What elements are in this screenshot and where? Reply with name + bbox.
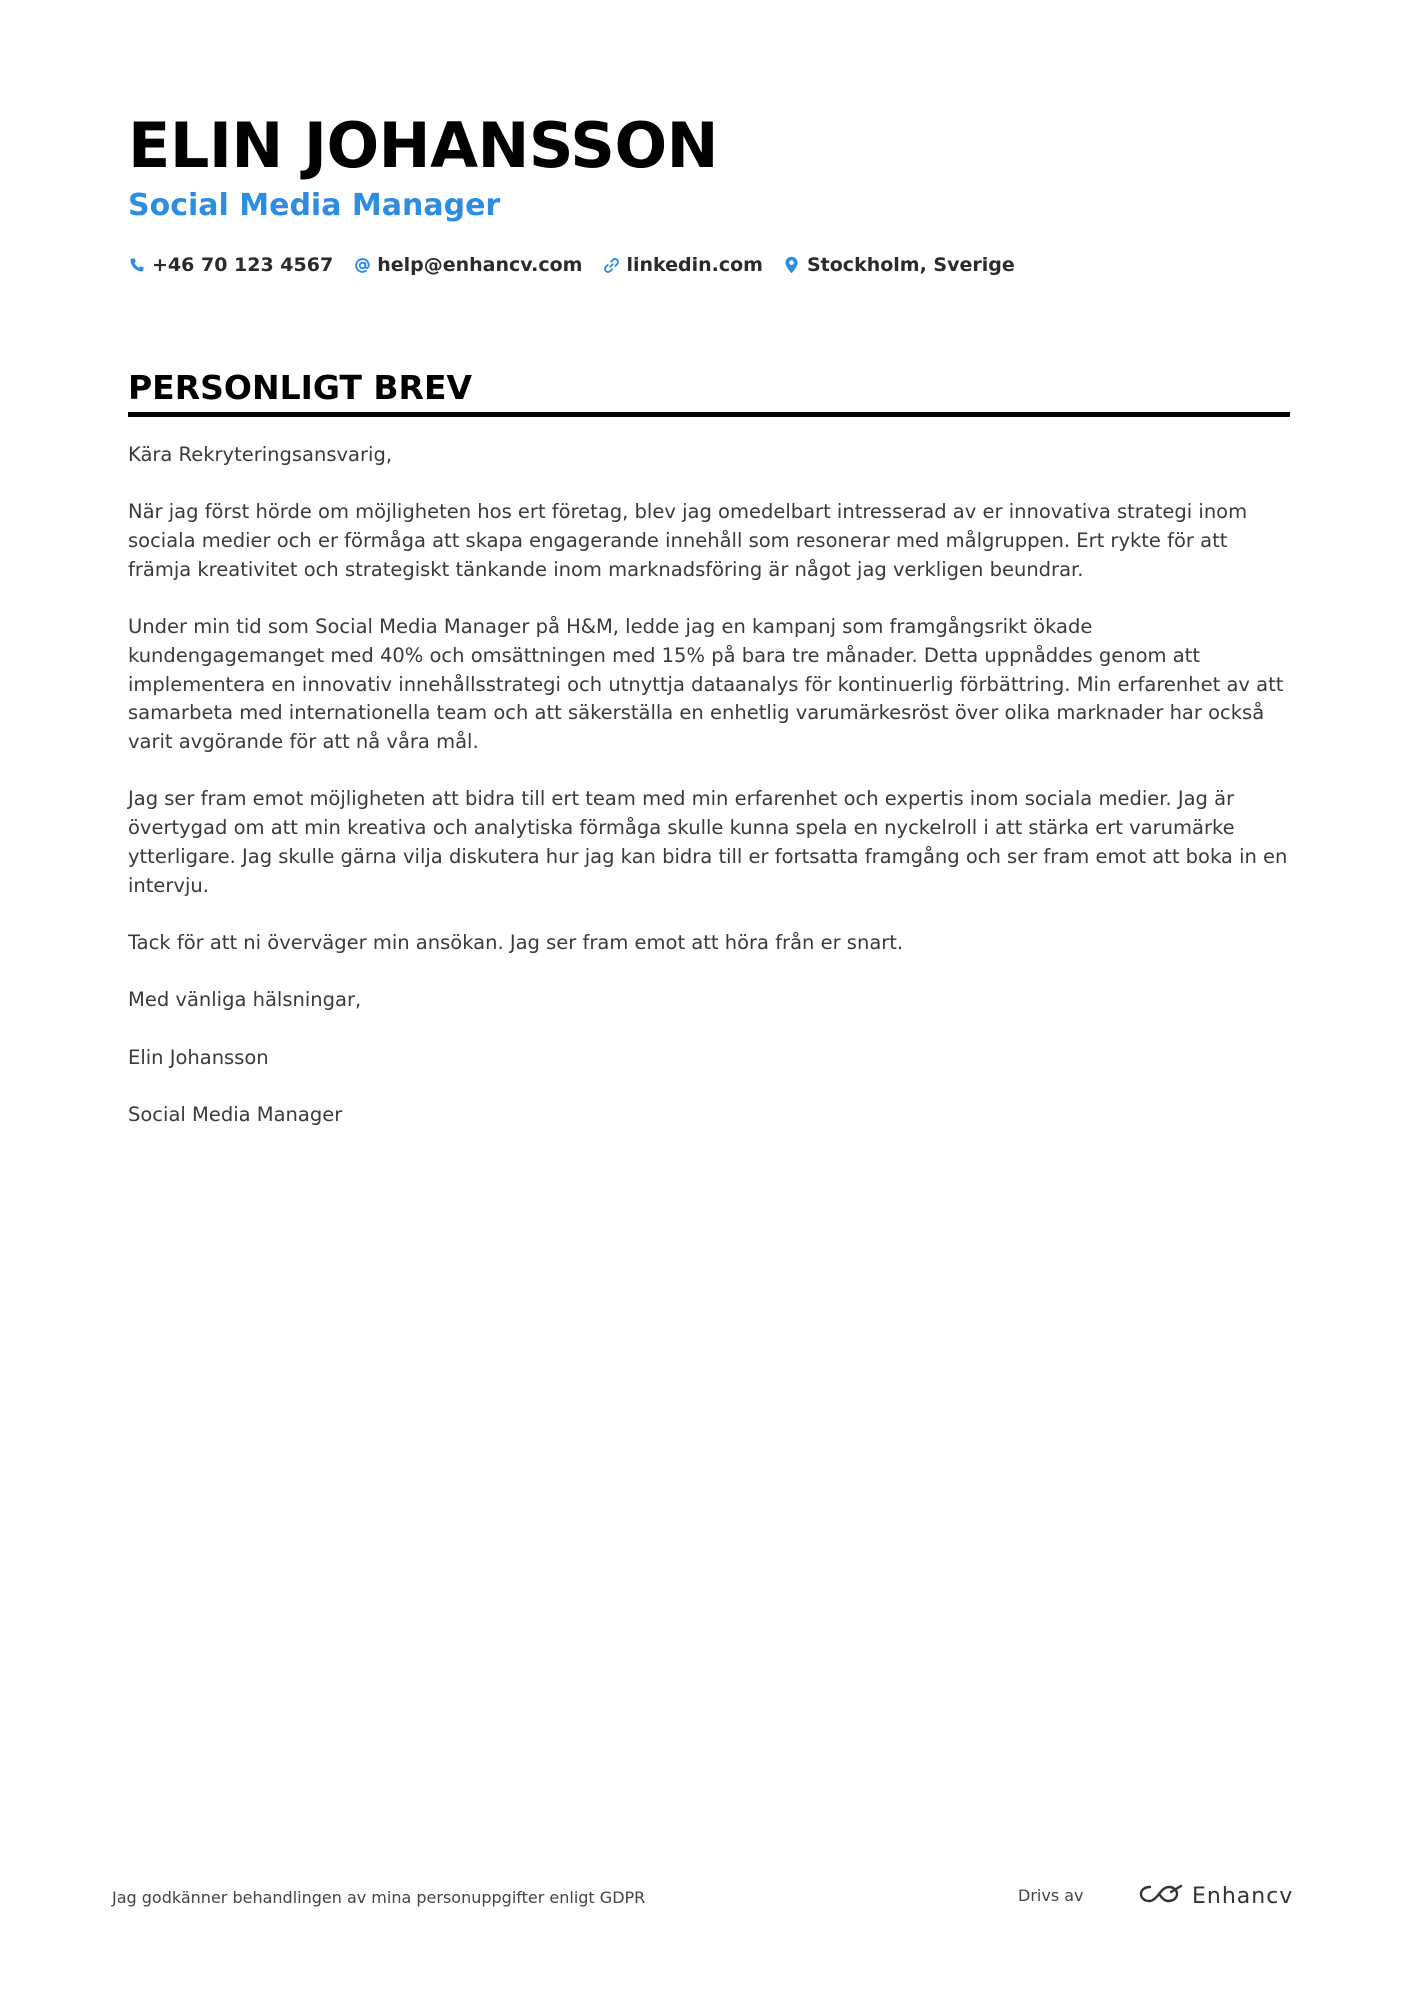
header (128, 110, 1288, 280)
contact-location-text: Stockholm, Sverige (806, 254, 1015, 276)
letter-paragraph: Tack för att ni överväger min ansökan. Jag ser fram emot att höra från er snart. (128, 930, 904, 954)
candidate-title: Social Media Manager (128, 188, 501, 223)
candidate-name: ELIN JOHANSSON (128, 109, 719, 182)
section-title: PERSONLIGT BREV (128, 368, 473, 407)
enhancv-logo-icon (1138, 1882, 1184, 1911)
contact-location (783, 254, 1015, 276)
signature-title: Social Media Manager (128, 1103, 343, 1127)
contact-phone-text: +46 70 123 4567 (152, 254, 334, 276)
contact-email-text: help@enhancv.com (377, 254, 583, 276)
letter-closing: Med vänliga hälsningar, (128, 988, 362, 1012)
letter-paragraph: Jag ser fram emot möjligheten att bidra till ert team med min erfarenhet och expertis inom sociala medier. Jag är övertygad om att min kreativa och analytiska förmåga skulle kunna spela en nyckelroll i att stärka ert varumärke ytterligare. Jag skulle gärna vilja diskutera hur jag kan bidra till er fortsatta framgång och ser fram emot att boka in en intervju. (128, 787, 1288, 897)
contact-info (128, 250, 1288, 280)
contact-linkedin[interactable] (602, 254, 763, 276)
letter-greeting: Kära Rekryteringsansvarig, (128, 443, 393, 466)
section-divider (128, 412, 1290, 417)
footer (112, 1880, 1294, 1920)
letter-paragraph: Under min tid som Social Media Manager på H&M, ledde jag en kampanj som framgångsrikt ökade kundengagemanget med 40% och omsättningen med 15% på bara tre månader. Detta uppnåddes genom att implementera en innovativ innehållsstrategi och utnyttja dataanalys för kontinuerlig förbättring. Min erfarenhet av att samarbeta med internationella team och att säkerställa en enhetlig varumärkesröst över olika marknader har också varit avgörande för att nå våra mål. (128, 615, 1284, 753)
location-pin-icon (783, 256, 801, 274)
cover-letter-section (128, 368, 1290, 1158)
contact-email[interactable] (353, 254, 582, 276)
letter-body (128, 441, 1290, 1130)
brand-name: Enhancv (1192, 1883, 1294, 1909)
link-icon (602, 256, 620, 274)
at-icon (353, 256, 371, 274)
phone-icon (128, 256, 146, 274)
powered-by-label: Drivs av (1018, 1886, 1084, 1905)
enhancv-brand-link[interactable] (1138, 1880, 1293, 1912)
letter-paragraph: När jag först hörde om möjligheten hos ert företag, blev jag omedelbart intresserad av er innovativa strategi inom sociala medier och er förmåga att skapa engagerande innehåll som resonerar med målgruppen. Ert rykte för att främja kreativitet och strategiskt tänkande inom marknadsföring är något jag verkligen beundrar. (128, 500, 1248, 581)
contact-phone[interactable] (128, 254, 333, 276)
contact-linkedin-text: linkedin.com (626, 254, 763, 276)
gdpr-consent-text: Jag godkänner behandlingen av mina personuppgifter enligt GDPR (112, 1888, 646, 1907)
signature-name: Elin Johansson (128, 1045, 269, 1069)
